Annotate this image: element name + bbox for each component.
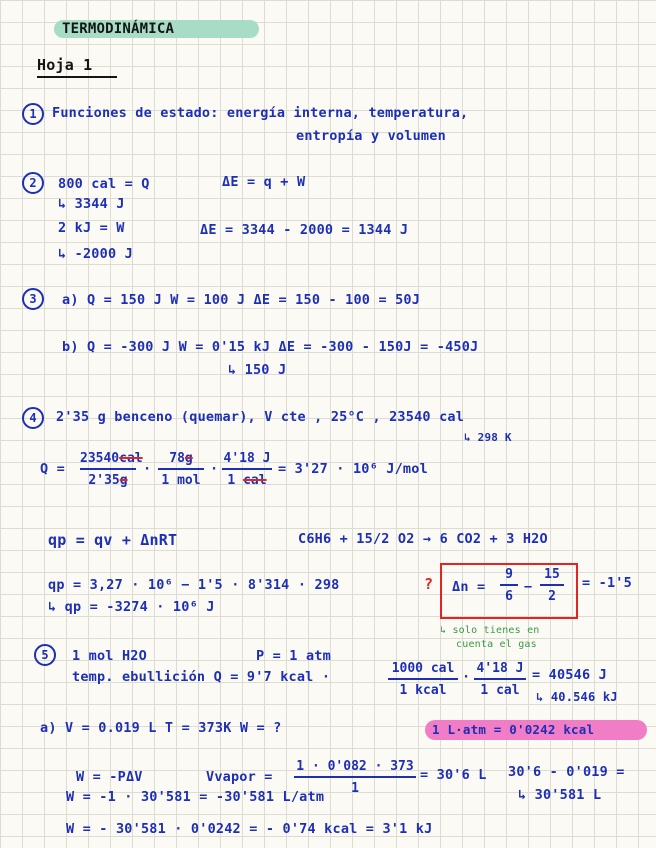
problem-2-result: ΔE = 3344 - 2000 = 1344 J <box>200 222 409 238</box>
delta-n-result: = -1'5 <box>582 575 632 591</box>
problem-5-amount: 1 mol H2O <box>72 648 147 664</box>
problem-4-fraction-2 <box>158 452 204 487</box>
vapor-volume-bottom: 1 <box>351 781 359 796</box>
problem-2-line-2: ↳ 3344 J <box>58 196 125 212</box>
delta-n-fraction-2 <box>540 568 564 603</box>
problem-4-fraction-1 <box>80 451 143 488</box>
problem-1-line-2: entropía y volumen <box>296 128 446 144</box>
p5-f1-top: 1000 cal <box>388 662 458 680</box>
problem-5-result: = 40546 J <box>532 667 607 683</box>
problem-4-kelvin: ↳ 298 K <box>464 431 512 444</box>
problem-4-qp-equation: qp = qv + ΔnRT <box>48 531 178 549</box>
problem-5-pressure: P = 1 atm <box>256 648 331 664</box>
problem-4-qp-value: qp = 3,27 · 10⁶ − 1'5 · 8'314 · 298 <box>48 577 340 593</box>
problem-1-line-1: Funciones de estado: energía interna, temperatura, <box>52 105 469 121</box>
delta-n-f1-top: 9 <box>500 568 518 586</box>
fraction-1-bottom-unit: g <box>119 473 128 488</box>
work-line-3: W = - 30'581 · 0'0242 = - 0'74 kcal = 3'1 kJ <box>66 821 433 837</box>
problem-5-result-kj: ↳ 40.546 kJ <box>536 690 618 704</box>
delta-n-f2-bottom: 2 <box>548 589 556 604</box>
fraction-2-top: 78 <box>169 451 185 466</box>
problem-3-number: 3 <box>22 288 44 310</box>
vapor-volume-label: Vvapor = <box>206 769 273 785</box>
problem-2-line-3: 2 kJ = W <box>58 220 125 236</box>
problem-2-formula: ΔE = q + W <box>222 174 306 190</box>
problem-3-part-b: b) Q = -300 J W = 0'15 kJ ΔE = -300 - 150J = -450J <box>62 339 479 355</box>
p5-f2-top: 4'18 J <box>474 662 526 680</box>
volume-difference: 30'6 - 0'019 = <box>508 764 625 780</box>
p5-f2-bottom: 1 cal <box>480 683 520 698</box>
problem-3-part-b-sub: ↳ 150 J <box>228 362 287 378</box>
delta-n-f1-bottom: 6 <box>505 589 513 604</box>
problem-5-fraction-2 <box>474 662 526 697</box>
problem-4-qp-result: ↳ qp = -3274 · 10⁶ J <box>48 599 215 615</box>
sheet-label: Hoja 1 <box>37 56 93 74</box>
page-title: TERMODINÁMICA <box>62 21 175 37</box>
delta-n-fraction-1 <box>500 568 518 603</box>
problem-4-statement: 2'35 g benceno (quemar), V cte , 25°C , 23540 cal <box>56 409 465 425</box>
problem-4-number: 4 <box>22 407 44 429</box>
fraction-3-bottom-num: 1 <box>227 473 236 488</box>
sheet-label-underline <box>37 76 117 78</box>
fraction-2-top-unit: g <box>184 451 193 466</box>
problem-2-line-4: ↳ -2000 J <box>58 246 133 262</box>
problem-4-q-label: Q = <box>40 461 65 477</box>
fraction-1-top: 23540 <box>80 451 120 466</box>
fraction-3-bottom-unit: cal <box>243 473 267 488</box>
vapor-volume-top: 1 · 0'082 · 373 <box>294 760 416 778</box>
fraction-3-top: 4'18 J <box>222 452 272 470</box>
fraction-1-top-unit: cal <box>119 451 143 466</box>
delta-n-f2-top: 15 <box>540 568 564 586</box>
problem-5-fraction-1 <box>388 662 458 697</box>
work-formula: W = -PΔV <box>76 769 143 785</box>
conversion-factor: 1 L·atm = 0'0242 kcal <box>432 722 595 737</box>
work-line-2: W = -1 · 30'581 = -30'581 L/atm <box>66 789 325 805</box>
problem-1-number: 1 <box>22 103 44 125</box>
problem-2-number: 2 <box>22 172 44 194</box>
problem-3-part-a: a) Q = 150 J W = 100 J ΔE = 150 - 100 = 50J <box>62 292 421 308</box>
problem-4-result: = 3'27 · 10⁶ J/mol <box>278 461 428 477</box>
vapor-volume-result: = 30'6 L <box>420 767 487 783</box>
volume-difference-result: ↳ 30'581 L <box>518 787 602 803</box>
p5-f1-bottom: 1 kcal <box>399 683 447 698</box>
question-mark: ? <box>424 575 434 593</box>
problem-5-number: 5 <box>34 644 56 666</box>
problem-4-fraction-3 <box>222 452 272 487</box>
green-note-line-2: cuenta el gas <box>456 639 537 650</box>
problem-2-line-1: 800 cal = Q <box>58 176 150 192</box>
green-note-line-1: ↳ solo tienes en <box>440 625 540 636</box>
problem-5-part-a: a) V = 0.019 L T = 373K W = ? <box>40 720 282 736</box>
fraction-2-bottom: 1 mol <box>161 473 201 488</box>
delta-n-minus: − <box>524 579 533 595</box>
delta-n-label: Δn = <box>452 579 486 595</box>
problem-4-reaction: C6H6 + 15/2 O2 → 6 CO2 + 3 H2O <box>298 531 548 547</box>
problem-5-boiling-heat: temp. ebullición Q = 9'7 kcal · <box>72 669 331 685</box>
fraction-1-bottom: 2'35 <box>88 473 120 488</box>
